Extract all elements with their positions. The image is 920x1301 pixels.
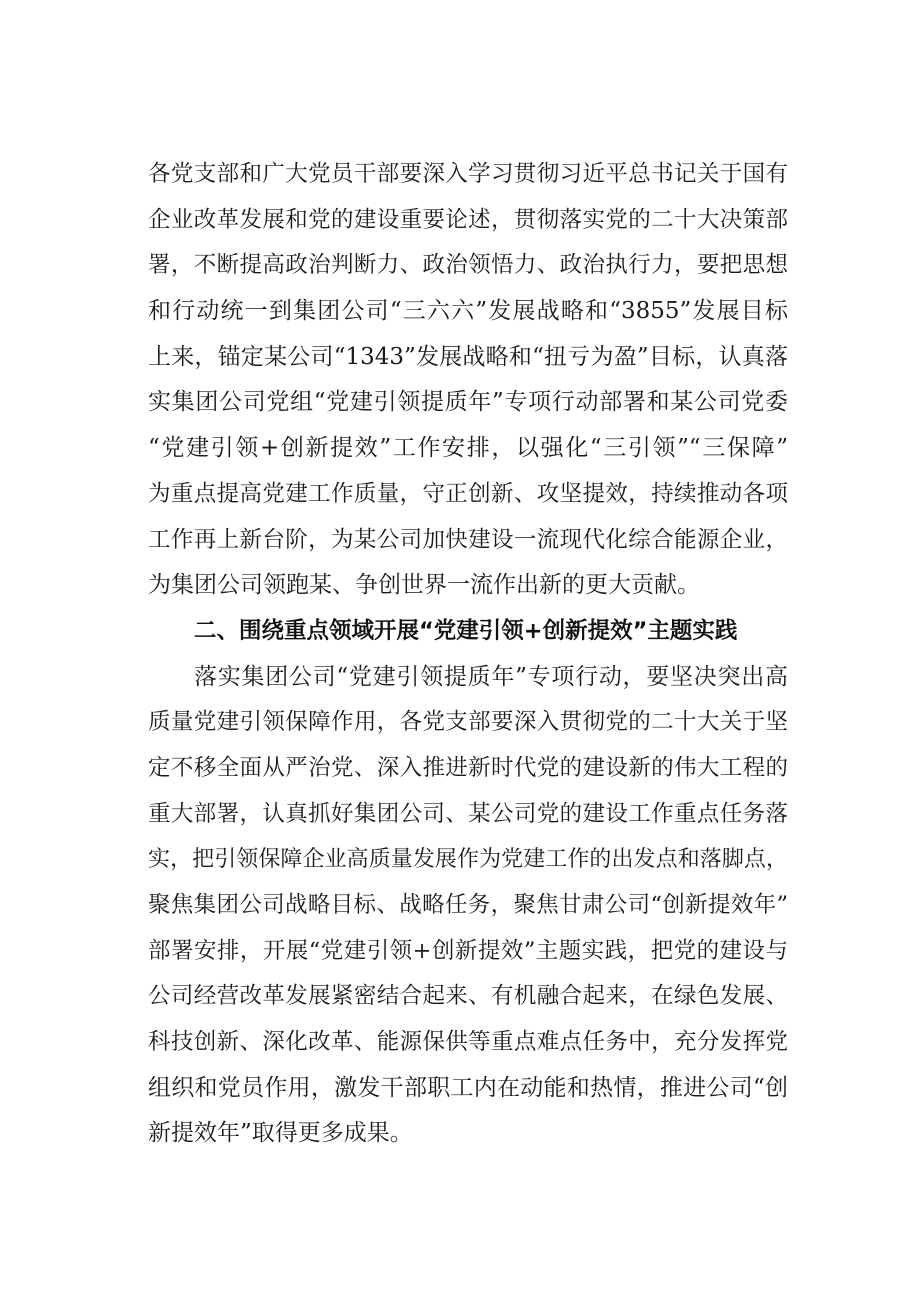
paragraph-line: 实集团公司党组“党建引领提质年”专项行动部署和某公司党委 (148, 389, 788, 416)
paragraph-2 (148, 655, 788, 1158)
paragraph-line: 各党支部和广大党员干部要深入学习贯彻习近平总书记关于国有 (148, 161, 788, 187)
paragraph-line: 科技创新、深化改革、能源保供等重点难点任务中，充分发挥党 (148, 1029, 788, 1056)
paragraph-line: 公司经营改革发展紧密结合起来、有机融合起来，在绿色发展、 (148, 983, 788, 1010)
paragraph-line: 质量党建引领保障作用，各党支部要深入贯彻党的二十大关于坚 (148, 709, 788, 736)
paragraph-line: 为重点提高党建工作质量，守正创新、攻坚提效，持续推动各项 (148, 480, 788, 507)
paragraph-line: 实，把引领保障企业高质量发展作为党建工作的出发点和落脚点， (148, 847, 788, 873)
paragraph-line: 上来，锚定某公司“1343”发展战略和“扭亏为盈”目标，认真落 (148, 343, 788, 370)
paragraph-line: 企业改革发展和党的建设重要论述，贯彻落实党的二十大决策部 (148, 206, 788, 233)
paragraph-line: 部署安排，开展“党建引领+创新提效”主题实践，把党的建设与 (148, 937, 788, 964)
paragraph-line: 署，不断提高政治判断力、政治领悟力、政治执行力，要把思想 (148, 252, 788, 279)
paragraph-line: 组织和党员作用，激发干部职工内在动能和热情，推进公司“创 (148, 1074, 788, 1101)
paragraph-line: 落实集团公司“党建引领提质年”专项行动，要坚决突出高 (194, 663, 788, 690)
paragraph-line: 为集团公司领跑某、争创世界一流作出新的更大贡献。 (148, 572, 700, 599)
paragraph-line: 工作再上新台阶，为某公司加快建设一流现代化综合能源企业， (148, 526, 788, 553)
paragraph-line: 和行动统一到集团公司“三六六”发展战略和“3855”发展目标 (148, 298, 788, 325)
paragraph-line: 定不移全面从严治党、深入推进新时代党的建设新的伟大工程的 (148, 754, 788, 781)
paragraph-line: 重大部署，认真抓好集团公司、某公司党的建设工作重点任务落 (148, 800, 788, 827)
paragraph-line: “党建引领+创新提效”工作安排，以强化“三引领”“三保障” (148, 435, 788, 462)
paragraph-line: 聚焦集团公司战略目标、战略任务，聚焦甘肃公司“创新提效年” (148, 892, 788, 918)
paragraph-line: 新提效年”取得更多成果。 (148, 1120, 413, 1147)
paragraph-1 (148, 152, 788, 609)
section-heading: 二、围绕重点领域开展“党建引领+创新提效”主题实践 (194, 617, 738, 644)
document-body (148, 152, 788, 1157)
